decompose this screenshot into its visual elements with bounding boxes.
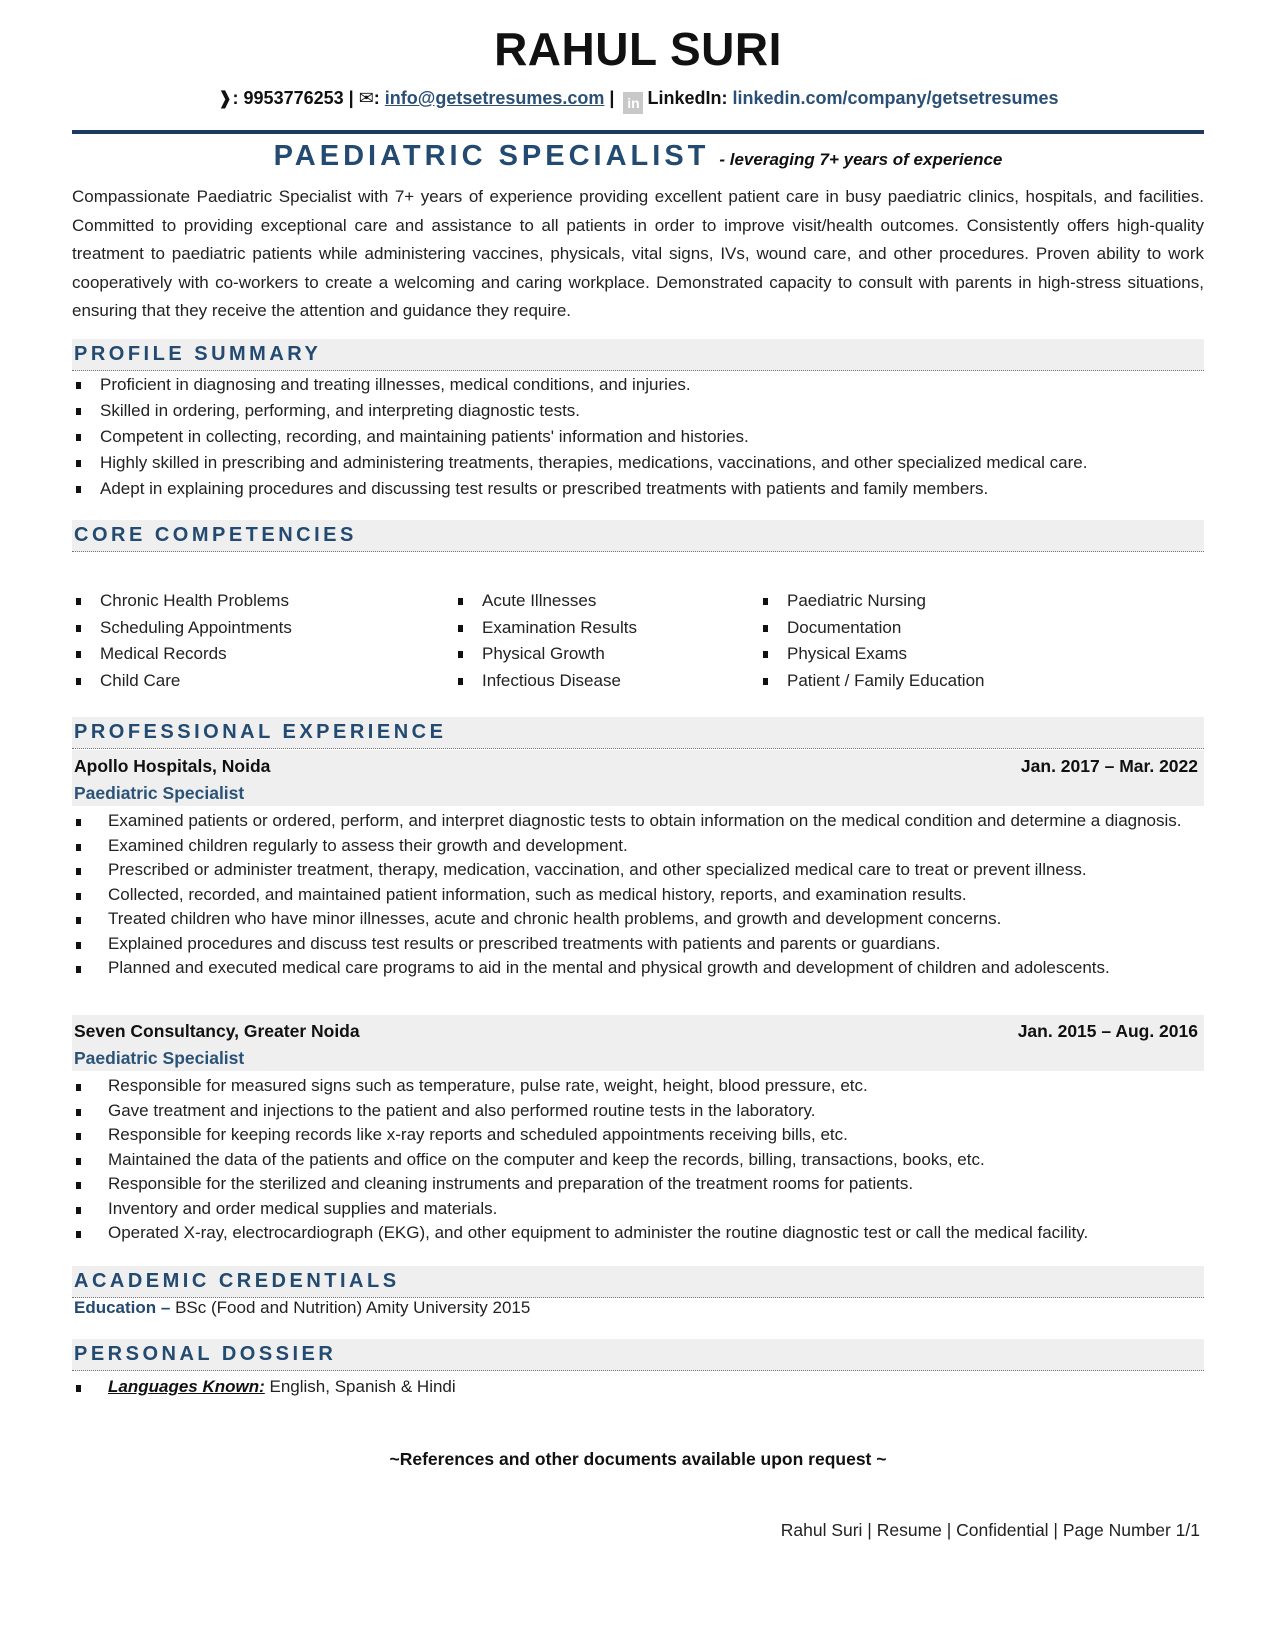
job-role: Paediatric Specialist bbox=[74, 783, 245, 803]
list-item: Adept in explaining procedures and discussing test results or prescribed treatments with patients and family members. bbox=[72, 476, 1204, 502]
company-name: Seven Consultancy, Greater Noida bbox=[74, 1021, 360, 1041]
job-role: Paediatric Specialist bbox=[74, 1048, 245, 1068]
languages-item bbox=[72, 1375, 1204, 1400]
competency-item: Medical Records bbox=[72, 641, 292, 668]
section-heading-profile-summary: PROFILE SUMMARY bbox=[72, 339, 1204, 371]
phone-number: 9953776253 bbox=[243, 88, 344, 108]
competency-item: Infectious Disease bbox=[454, 668, 637, 695]
job-dates: Jan. 2015 – Aug. 2016 bbox=[1017, 1021, 1198, 1041]
section-heading-professional-experience: PROFESSIONAL EXPERIENCE bbox=[72, 717, 1204, 749]
header-divider bbox=[72, 130, 1204, 134]
languages-value: English, Spanish & Hindi bbox=[264, 1377, 456, 1396]
linkedin-label: LinkedIn: bbox=[647, 88, 733, 108]
competency-item: Child Care bbox=[72, 668, 292, 695]
competency-item: Physical Growth bbox=[454, 641, 637, 668]
competency-item: Physical Exams bbox=[759, 641, 984, 668]
profile-summary-list bbox=[72, 372, 1204, 502]
competency-item: Scheduling Appointments bbox=[72, 615, 292, 642]
competency-column-3 bbox=[759, 588, 984, 694]
competency-item: Documentation bbox=[759, 615, 984, 642]
competency-column-2 bbox=[454, 588, 637, 694]
section-heading-core-competencies: CORE COMPETENCIES bbox=[72, 520, 1204, 552]
job-bullets-seven-consultancy bbox=[72, 1074, 1198, 1246]
list-item: Responsible for keeping records like x-ray reports and scheduled appointments receiving bills, etc. bbox=[72, 1123, 1198, 1148]
competency-item: Examination Results bbox=[454, 615, 637, 642]
contact-line: ❱: 9953776253 | ✉: info@getsetresumes.com | in LinkedIn: linkedin.com/company/getsetresumes bbox=[72, 88, 1204, 114]
list-item: Responsible for the sterilized and cleaning instruments and preparation of the treatment rooms for patients. bbox=[72, 1172, 1198, 1197]
headline bbox=[72, 140, 1204, 173]
education-label: Education – bbox=[74, 1298, 171, 1317]
list-item: Examined patients or ordered, perform, and interpret diagnostic tests to obtain information on the medical condition and determine a diagnosis. bbox=[72, 809, 1198, 834]
headline-subtitle: - leveraging 7+ years of experience bbox=[719, 150, 1003, 169]
section-heading-academic-credentials: ACADEMIC CREDENTIALS bbox=[72, 1266, 1204, 1298]
competency-column-1 bbox=[72, 588, 292, 694]
list-item: Inventory and order medical supplies and materials. bbox=[72, 1197, 1198, 1222]
list-item: Competent in collecting, recording, and maintaining patients' information and histories. bbox=[72, 424, 1204, 450]
competency-item: Patient / Family Education bbox=[759, 668, 984, 695]
list-item: Treated children who have minor illnesses, acute and chronic health problems, and growth and development concerns. bbox=[72, 907, 1198, 932]
email-link[interactable]: info@getsetresumes.com bbox=[384, 88, 605, 108]
list-item: Gave treatment and injections to the patient and also performed routine tests in the laboratory. bbox=[72, 1099, 1198, 1124]
list-item: Proficient in diagnosing and treating illnesses, medical conditions, and injuries. bbox=[72, 372, 1204, 398]
list-item: Collected, recorded, and maintained patient information, such as medical history, reports, and examination results. bbox=[72, 883, 1198, 908]
candidate-name: RAHUL SURI bbox=[494, 23, 782, 75]
page-footer: Rahul Suri | Resume | Confidential | Page Number 1/1 bbox=[780, 1520, 1200, 1540]
linkedin-link[interactable]: linkedin.com/company/getsetresumes bbox=[732, 88, 1059, 108]
list-item: Planned and executed medical care programs to aid in the mental and physical growth and development of children and adolescents. bbox=[72, 956, 1198, 981]
list-item: Operated X-ray, electrocardiograph (EKG), and other equipment to administer the routine diagnostic test or call the medical facility. bbox=[72, 1221, 1198, 1246]
job-header-apollo bbox=[72, 750, 1204, 806]
job-header-seven-consultancy bbox=[72, 1015, 1204, 1071]
job-bullets-apollo bbox=[72, 809, 1198, 981]
list-item: Responsible for measured signs such as temperature, pulse rate, weight, height, blood pressure, etc. bbox=[72, 1074, 1198, 1099]
headline-title: PAEDIATRIC SPECIALIST bbox=[273, 140, 710, 172]
email-icon: ✉ bbox=[358, 88, 374, 108]
personal-dossier-list bbox=[72, 1375, 1204, 1400]
list-item: Skilled in ordering, performing, and interpreting diagnostic tests. bbox=[72, 398, 1204, 424]
list-item: Highly skilled in prescribing and administering treatments, therapies, medications, vaccinations, and other specialized medical care. bbox=[72, 450, 1204, 476]
languages-label: Languages Known: bbox=[108, 1377, 265, 1396]
list-item: Maintained the data of the patients and office on the computer and keep the records, billing, transactions, books, etc. bbox=[72, 1148, 1198, 1173]
section-heading-personal-dossier: PERSONAL DOSSIER bbox=[72, 1339, 1204, 1371]
job-dates: Jan. 2017 – Mar. 2022 bbox=[1020, 756, 1198, 776]
competency-item: Paediatric Nursing bbox=[759, 588, 984, 615]
list-item: Explained procedures and discuss test results or prescribed treatments with patients and parents or guardians. bbox=[72, 932, 1198, 957]
list-item: Prescribed or administer treatment, therapy, medication, vaccination, and other specialized medical care to treat or prevent illness. bbox=[72, 858, 1198, 883]
competency-item: Acute Illnesses bbox=[454, 588, 637, 615]
list-item: Examined children regularly to assess their growth and development. bbox=[72, 834, 1198, 859]
phone-icon: ❱ bbox=[217, 88, 233, 108]
references-note: ~References and other documents available upon request ~ bbox=[389, 1449, 887, 1469]
education-entry bbox=[74, 1298, 530, 1318]
education-value: BSc (Food and Nutrition) Amity University 2015 bbox=[170, 1298, 531, 1317]
summary-paragraph: Compassionate Paediatric Specialist with 7+ years of experience providing excellent patient care in busy paediatric clinics, hospitals, and facilities. Committed to providing exceptional care and assistance to all patients in order to improve visit/health outcomes. Consistently offers high-quality treatment to paediatric patients while administering vaccines, physicals, vital signs, IVs, wound care, and other procedures. Proven ability to work cooperatively with co-workers to create a welcoming and caring workplace. Demonstrated capacity to consult with parents in high-stress situations, ensuring that they receive the attention and guidance they require. bbox=[72, 187, 1204, 321]
competency-item: Chronic Health Problems bbox=[72, 588, 292, 615]
company-name: Apollo Hospitals, Noida bbox=[74, 756, 271, 776]
linkedin-icon: in bbox=[623, 92, 643, 114]
